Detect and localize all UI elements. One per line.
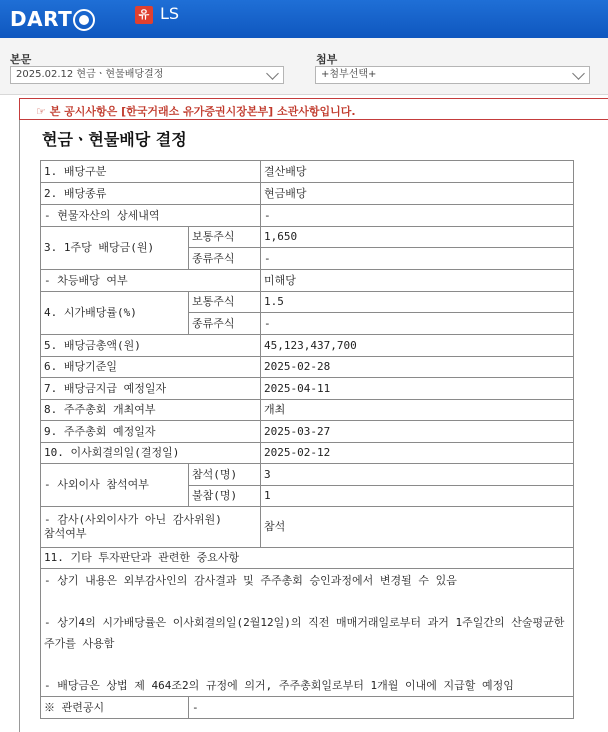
row-value: -	[261, 205, 574, 227]
table-row	[41, 227, 574, 248]
chevron-down-icon	[572, 67, 585, 80]
row-sublabel: 불참(명)	[189, 486, 261, 507]
row-value: -	[189, 697, 574, 719]
top-header-bar	[0, 0, 608, 38]
section-header: 11. 기타 투자판단과 관련한 중요사항	[41, 548, 574, 569]
row-sublabel: 종류주식	[189, 313, 261, 335]
note-item: - 상기4의 시가배당률은 이사회결의일(2월12일)의 직전 매매거래일로부터 과거 1주일간의 산술평균한 주가를 사용함	[44, 616, 565, 650]
row-label: 9. 주주총회 예정일자	[41, 421, 261, 443]
table-row	[41, 183, 574, 205]
table-row	[41, 548, 574, 569]
dart-logo[interactable]	[10, 7, 95, 31]
row-label: 5. 배당금총액(원)	[41, 335, 261, 357]
row-label: 6. 배당기준일	[41, 357, 261, 378]
row-value: -	[261, 313, 574, 335]
row-value: 3	[261, 464, 574, 486]
row-label: 7. 배당금지급 예정일자	[41, 378, 261, 400]
row-label: 1. 배당구분	[41, 161, 261, 183]
chevron-down-icon	[266, 67, 279, 80]
row-label: ※ 관련공시	[41, 697, 189, 719]
attachment-select[interactable]	[315, 66, 590, 84]
table-row	[41, 270, 574, 292]
row-value: 1.5	[261, 292, 574, 313]
row-value: 참석	[261, 507, 574, 548]
table-row	[41, 357, 574, 378]
table-row	[41, 464, 574, 486]
row-value: -	[261, 248, 574, 270]
notes-cell	[41, 569, 574, 697]
row-sublabel: 종류주식	[189, 248, 261, 270]
notice-text: ☞ 본 공시사항은 [한국거래소 유가증권시장본부] 소관사항입니다.	[36, 105, 356, 118]
company-name: LS	[160, 4, 180, 23]
row-label: - 사외이사 참석여부	[41, 464, 189, 507]
document-title: 현금ㆍ현물배당 결정	[42, 130, 187, 149]
logo-text: DART	[10, 7, 73, 31]
table-row	[41, 292, 574, 313]
row-label: - 감사(사외이사가 아닌 감사위원) 참석여부	[41, 507, 261, 548]
row-value: 결산배당	[261, 161, 574, 183]
table-row	[41, 697, 574, 719]
row-value: 45,123,437,700	[261, 335, 574, 357]
row-sublabel: 보통주식	[189, 292, 261, 313]
dividend-table	[40, 160, 574, 719]
row-value: 2025-02-12	[261, 443, 574, 464]
globe-icon	[73, 9, 95, 31]
row-value: 개최	[261, 400, 574, 421]
note-item: - 배당금은 상법 제 464조2의 규정에 의거, 주주총회일로부터 1개월 이내에 지급할 예정임	[44, 679, 514, 692]
document-viewer	[0, 95, 608, 732]
table-row	[41, 421, 574, 443]
main-doc-select[interactable]	[10, 66, 284, 84]
disclosure-document	[19, 120, 608, 732]
table-row	[41, 400, 574, 421]
market-badge: 유	[135, 6, 153, 24]
document-toolbar	[0, 38, 608, 95]
table-row	[41, 569, 574, 697]
main-doc-label: 본문	[10, 53, 32, 66]
row-label: 4. 시가배당률(%)	[41, 292, 189, 335]
row-value: 미해당	[261, 270, 574, 292]
row-label: - 현물자산의 상세내역	[41, 205, 261, 227]
table-row	[41, 335, 574, 357]
row-label: 2. 배당종류	[41, 183, 261, 205]
row-value: 1	[261, 486, 574, 507]
row-value: 2025-03-27	[261, 421, 574, 443]
row-value: 2025-04-11	[261, 378, 574, 400]
row-sublabel: 보통주식	[189, 227, 261, 248]
table-row	[41, 378, 574, 400]
row-label: 8. 주주총회 개최여부	[41, 400, 261, 421]
row-value: 2025-02-28	[261, 357, 574, 378]
attachment-select-value: +첨부선택+	[321, 69, 377, 80]
table-row	[41, 507, 574, 548]
row-sublabel: 참석(명)	[189, 464, 261, 486]
main-doc-select-value: 2025.02.12 현금ㆍ현물배당결정	[16, 69, 164, 80]
notice-box	[19, 98, 608, 120]
note-item: - 상기 내용은 외부감사인의 감사결과 및 주주총회 승인과정에서 변경될 수 있음	[44, 574, 457, 587]
row-value: 현금배당	[261, 183, 574, 205]
attachment-label: 첨부	[316, 53, 338, 66]
row-label: 3. 1주당 배당금(원)	[41, 227, 189, 270]
row-value: 1,650	[261, 227, 574, 248]
table-row	[41, 205, 574, 227]
row-label: 10. 이사회결의일(결정일)	[41, 443, 261, 464]
table-row	[41, 161, 574, 183]
row-label: - 차등배당 여부	[41, 270, 261, 292]
table-row	[41, 443, 574, 464]
